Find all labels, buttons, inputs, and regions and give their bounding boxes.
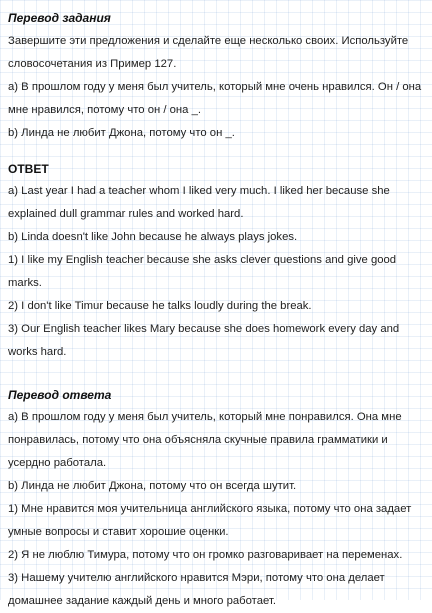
task-translation-title: Перевод задания — [8, 11, 111, 25]
translation-item-b: b) Линда не любит Джона, потому что он всегда шутит. — [8, 480, 297, 492]
translation-item-2: 2) Я не люблю Тимура, потому что он громко разговаривает на переменах. — [8, 549, 403, 561]
task-item-b: b) Линда не любит Джона, потому что он _. — [8, 127, 235, 139]
task-item-a: а) В прошлом году у меня был учитель, который мне очень нравился. Он / она мне нравился, потому что он / она _. — [8, 81, 422, 116]
task-translation-section — [8, 10, 426, 145]
answer-item-b: b) Linda doesn't like John because he always plays jokes. — [8, 231, 298, 243]
translation-item-3: 3) Нашему учителю английского нравится Мэри, потому что она делает домашнее задание каждый день и много работает. — [8, 572, 385, 607]
answer-translation-title: Перевод ответа — [8, 388, 112, 402]
answer-title: ОТВЕТ — [8, 162, 49, 176]
translation-item-a: а) В прошлом году у меня был учитель, который мне понравился. Она мне понравилась, потому что она объясняла скучные правила грамматики и усердно работала. — [8, 411, 402, 469]
answer-item-2: 2) I don't like Timur because he talks loudly during the break. — [8, 300, 312, 312]
translation-item-1: 1) Мне нравится моя учительница английского языка, потому что она задает умные вопросы и ставит хорошие оценки. — [8, 503, 412, 538]
answer-item-3: 3) Our English teacher likes Mary because she does homework every day and works hard. — [8, 323, 400, 358]
content — [8, 0, 426, 613]
answer-item-1: 1) I like my English teacher because she asks clever questions and give good marks. — [8, 254, 397, 289]
answer-section — [8, 161, 426, 364]
answer-translation-section — [8, 387, 426, 613]
task-instruction: Завершите эти предложения и сделайте еще несколько своих. Используйте словосочетания из Пример 127. — [8, 35, 409, 70]
answer-item-a: a) Last year I had a teacher whom I liked very much. I liked her because she explained dull grammar rules and worked hard. — [8, 185, 390, 220]
